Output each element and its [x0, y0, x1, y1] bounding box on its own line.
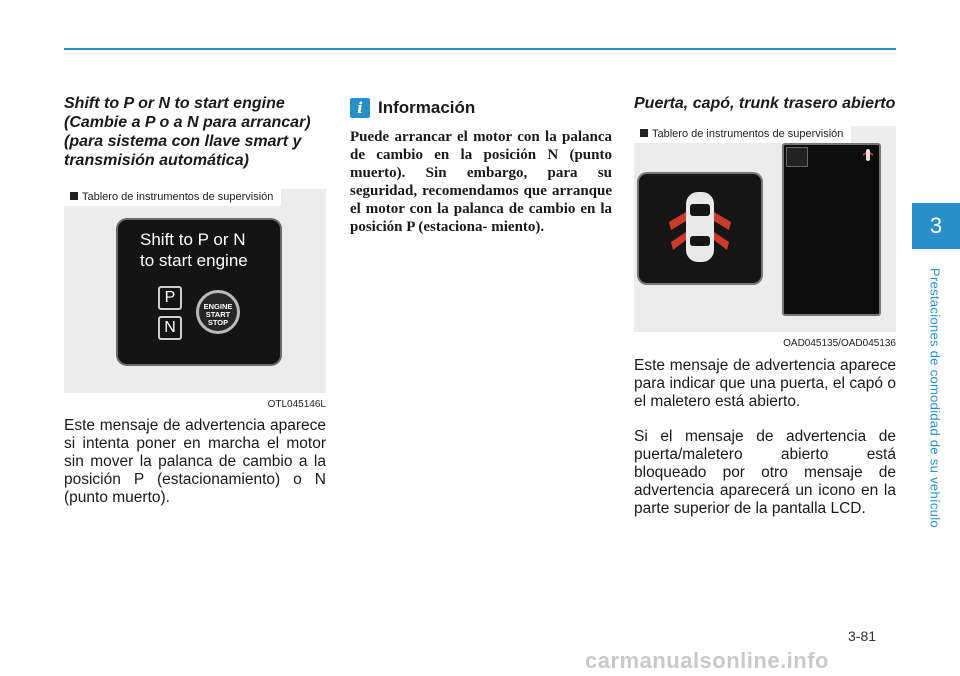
left-column: [64, 94, 326, 507]
body-door-2: Si el mensaje de advertencia de puerta/maletero abierto está bloqueado por otro mensaje de advertencia aparecerá un icono en la parte superior de la pantalla LCD.: [634, 428, 896, 517]
body-shift: Este mensaje de advertencia aparece si intenta poner en marcha el motor sin mover la palanca de cambio a la posición P (estacionamiento) o N (punto muerto).: [64, 417, 326, 506]
page-number: 3-81: [848, 628, 877, 644]
door-warning-screen: [639, 174, 761, 283]
chapter-tab: 3: [912, 203, 960, 249]
lcd-top-square: [786, 147, 808, 167]
info-header: [350, 98, 612, 118]
figure-shift-message: [64, 189, 326, 410]
gear-p-indicator: P: [158, 286, 182, 310]
stop-label: STOP: [207, 318, 229, 327]
body-door-1: Este mensaje de advertencia aparece para indicar que una puerta, el capó o el maletero está abierto.: [634, 357, 896, 410]
square-bullet-icon: [70, 192, 78, 200]
lcd-screen: [782, 143, 881, 316]
figure-caption: [634, 126, 851, 143]
screen-line-1: Shift to P or N: [140, 230, 246, 249]
screen-line-2: to start engine: [140, 251, 248, 270]
figure-caption-text: Tablero de instrumentos de supervisión: [652, 128, 844, 140]
chapter-side-title: Prestaciones de comodidad de su vehículo: [927, 268, 943, 528]
engine-label: ENGINE: [203, 302, 233, 311]
figure-caption: [64, 189, 281, 206]
watermark: carmanualsonline.info: [585, 648, 829, 673]
cluster-screen: [118, 220, 280, 364]
info-body: Puede arrancar el motor con la palanca de cambio en la posición N (punto muerto). Sin embargo, para su seguridad, recomendamos que arranque el motor con la palanca de cambio en la posición P (estaciona- miento).: [350, 129, 612, 235]
car-doors-open-icon: [639, 174, 761, 283]
info-title: Información: [378, 98, 476, 117]
section-heading-shift: Shift to P or N to start engine (Cambie a P o a N para arrancar) (para sistema con llave smart y transmisión automática): [64, 95, 311, 169]
figure-code: OTL045146L: [267, 399, 326, 410]
figure-caption-text: Tablero de instrumentos de supervisión: [82, 191, 274, 203]
right-column: [634, 94, 896, 518]
figure-code: OAD045135/OAD045136: [783, 338, 896, 349]
engine-start-stop-icon: [196, 290, 240, 334]
middle-column: [350, 94, 612, 236]
square-bullet-icon: [640, 129, 648, 137]
figure-door-open: [634, 126, 896, 349]
info-icon: i: [350, 98, 370, 118]
door-open-small-icon: [863, 149, 873, 161]
gear-n-indicator: N: [158, 316, 182, 340]
start-label: START: [205, 310, 231, 319]
top-rule: [64, 48, 896, 50]
section-heading-door: Puerta, capó, trunk trasero abierto: [634, 95, 896, 112]
